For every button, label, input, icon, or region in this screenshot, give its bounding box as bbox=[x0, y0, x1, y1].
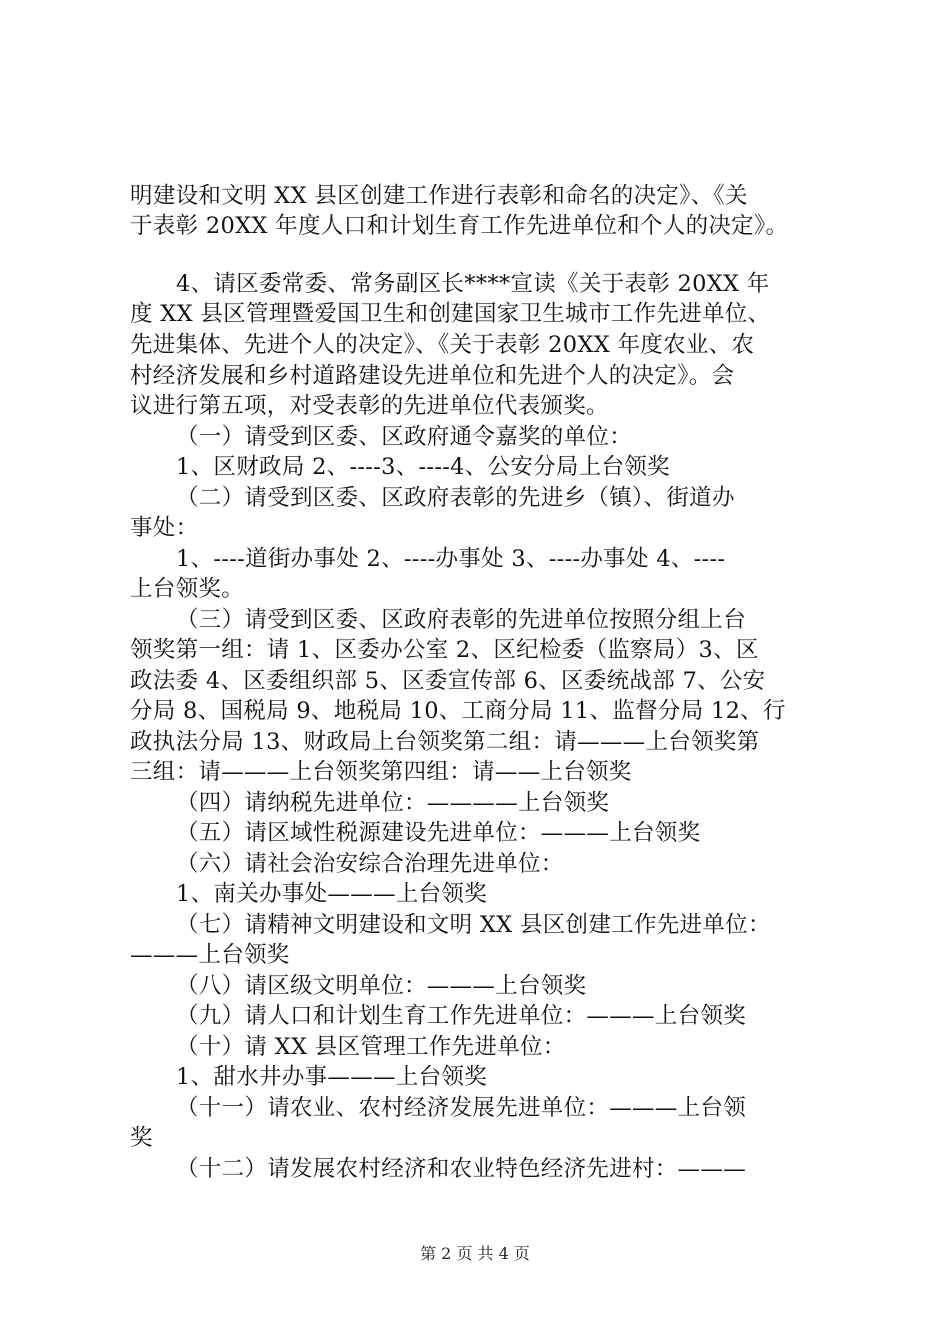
text-line: 1、----道街办事处 2、----办事处 3、----办事处 4、---- bbox=[176, 546, 726, 572]
text-line: （八）请区级文明单位：———上台领奖 bbox=[176, 973, 587, 999]
text-line: 1、南关办事处———上台领奖 bbox=[176, 881, 488, 907]
text-line: 三组：请———上台领奖第四组：请——上台领奖 bbox=[130, 759, 632, 785]
text-line: 事处： bbox=[130, 515, 199, 541]
text-line: 奖 bbox=[130, 1125, 153, 1151]
text-line: （七）请精神文明建设和文明 XX 县区创建工作先进单位： bbox=[176, 912, 771, 938]
text-line: （六）请社会治安综合治理先进单位： bbox=[176, 851, 564, 877]
text-line: 上台领奖。 bbox=[130, 576, 245, 602]
text-line: 政法委 4、区委组织部 5、区委宣传部 6、区委统战部 7、公安 bbox=[130, 668, 766, 694]
text-line: （十二）请发展农村经济和农业特色经济先进村：——— bbox=[176, 1156, 747, 1182]
page-footer: 第 2 页 共 4 页 bbox=[420, 1244, 530, 1263]
text-line: 1、甜水井办事———上台领奖 bbox=[176, 1064, 488, 1090]
text-line: （九）请人口和计划生育工作先进单位：———上台领奖 bbox=[176, 1003, 747, 1029]
text-line: （四）请纳税先进单位：————上台领奖 bbox=[176, 790, 610, 816]
text-line: （十）请 XX 县区管理工作先进单位： bbox=[176, 1034, 566, 1060]
text-line: 于表彰 20XX 年度人口和计划生育工作先进单位和个人的决定》。 bbox=[130, 213, 789, 239]
text-line: （五）请区域性税源建设先进单位：———上台领奖 bbox=[176, 820, 701, 846]
text-line: 领奖第一组：请 1、区委办公室 2、区纪检委（监察局）3、区 bbox=[130, 637, 759, 663]
text-line: 分局 8、国税局 9、地税局 10、工商分局 11、监督分局 12、行 bbox=[130, 698, 786, 724]
text-line: ———上台领奖 bbox=[130, 942, 290, 968]
text-line: （十一）请农业、农村经济发展先进单位：———上台领 bbox=[176, 1095, 747, 1121]
text-line: （三）请受到区委、区政府表彰的先进单位按照分组上台 bbox=[176, 607, 747, 633]
text-line: 议进行第五项，对受表彰的先进单位代表颁奖。 bbox=[130, 393, 609, 419]
text-line: 度 XX 县区管理暨爱国卫生和创建国家卫生城市工作先进单位、 bbox=[130, 301, 771, 327]
text-line: 先进集体、先进个人的决定》、《关于表彰 20XX 年度农业、农 bbox=[130, 332, 755, 358]
text-line: 4、请区委常委、常务副区长****宣读《关于表彰 20XX 年 bbox=[176, 271, 770, 297]
text-line: 明建设和文明 XX 县区创建工作进行表彰和命名的决定》、《关 bbox=[130, 183, 748, 209]
text-line: 1、区财政局 2、----3、----4、公安分局上台领奖 bbox=[176, 454, 670, 480]
text-line: （一）请受到区委、区政府通令嘉奖的单位： bbox=[176, 424, 633, 450]
text-line: 政执法分局 13、财政局上台领奖第二组：请———上台领奖第 bbox=[130, 729, 760, 755]
text-line: （二）请受到区委、区政府表彰的先进乡（镇）、街道办 bbox=[176, 485, 735, 511]
text-line: 村经济发展和乡村道路建设先进单位和先进个人的决定》。会 bbox=[130, 363, 735, 389]
